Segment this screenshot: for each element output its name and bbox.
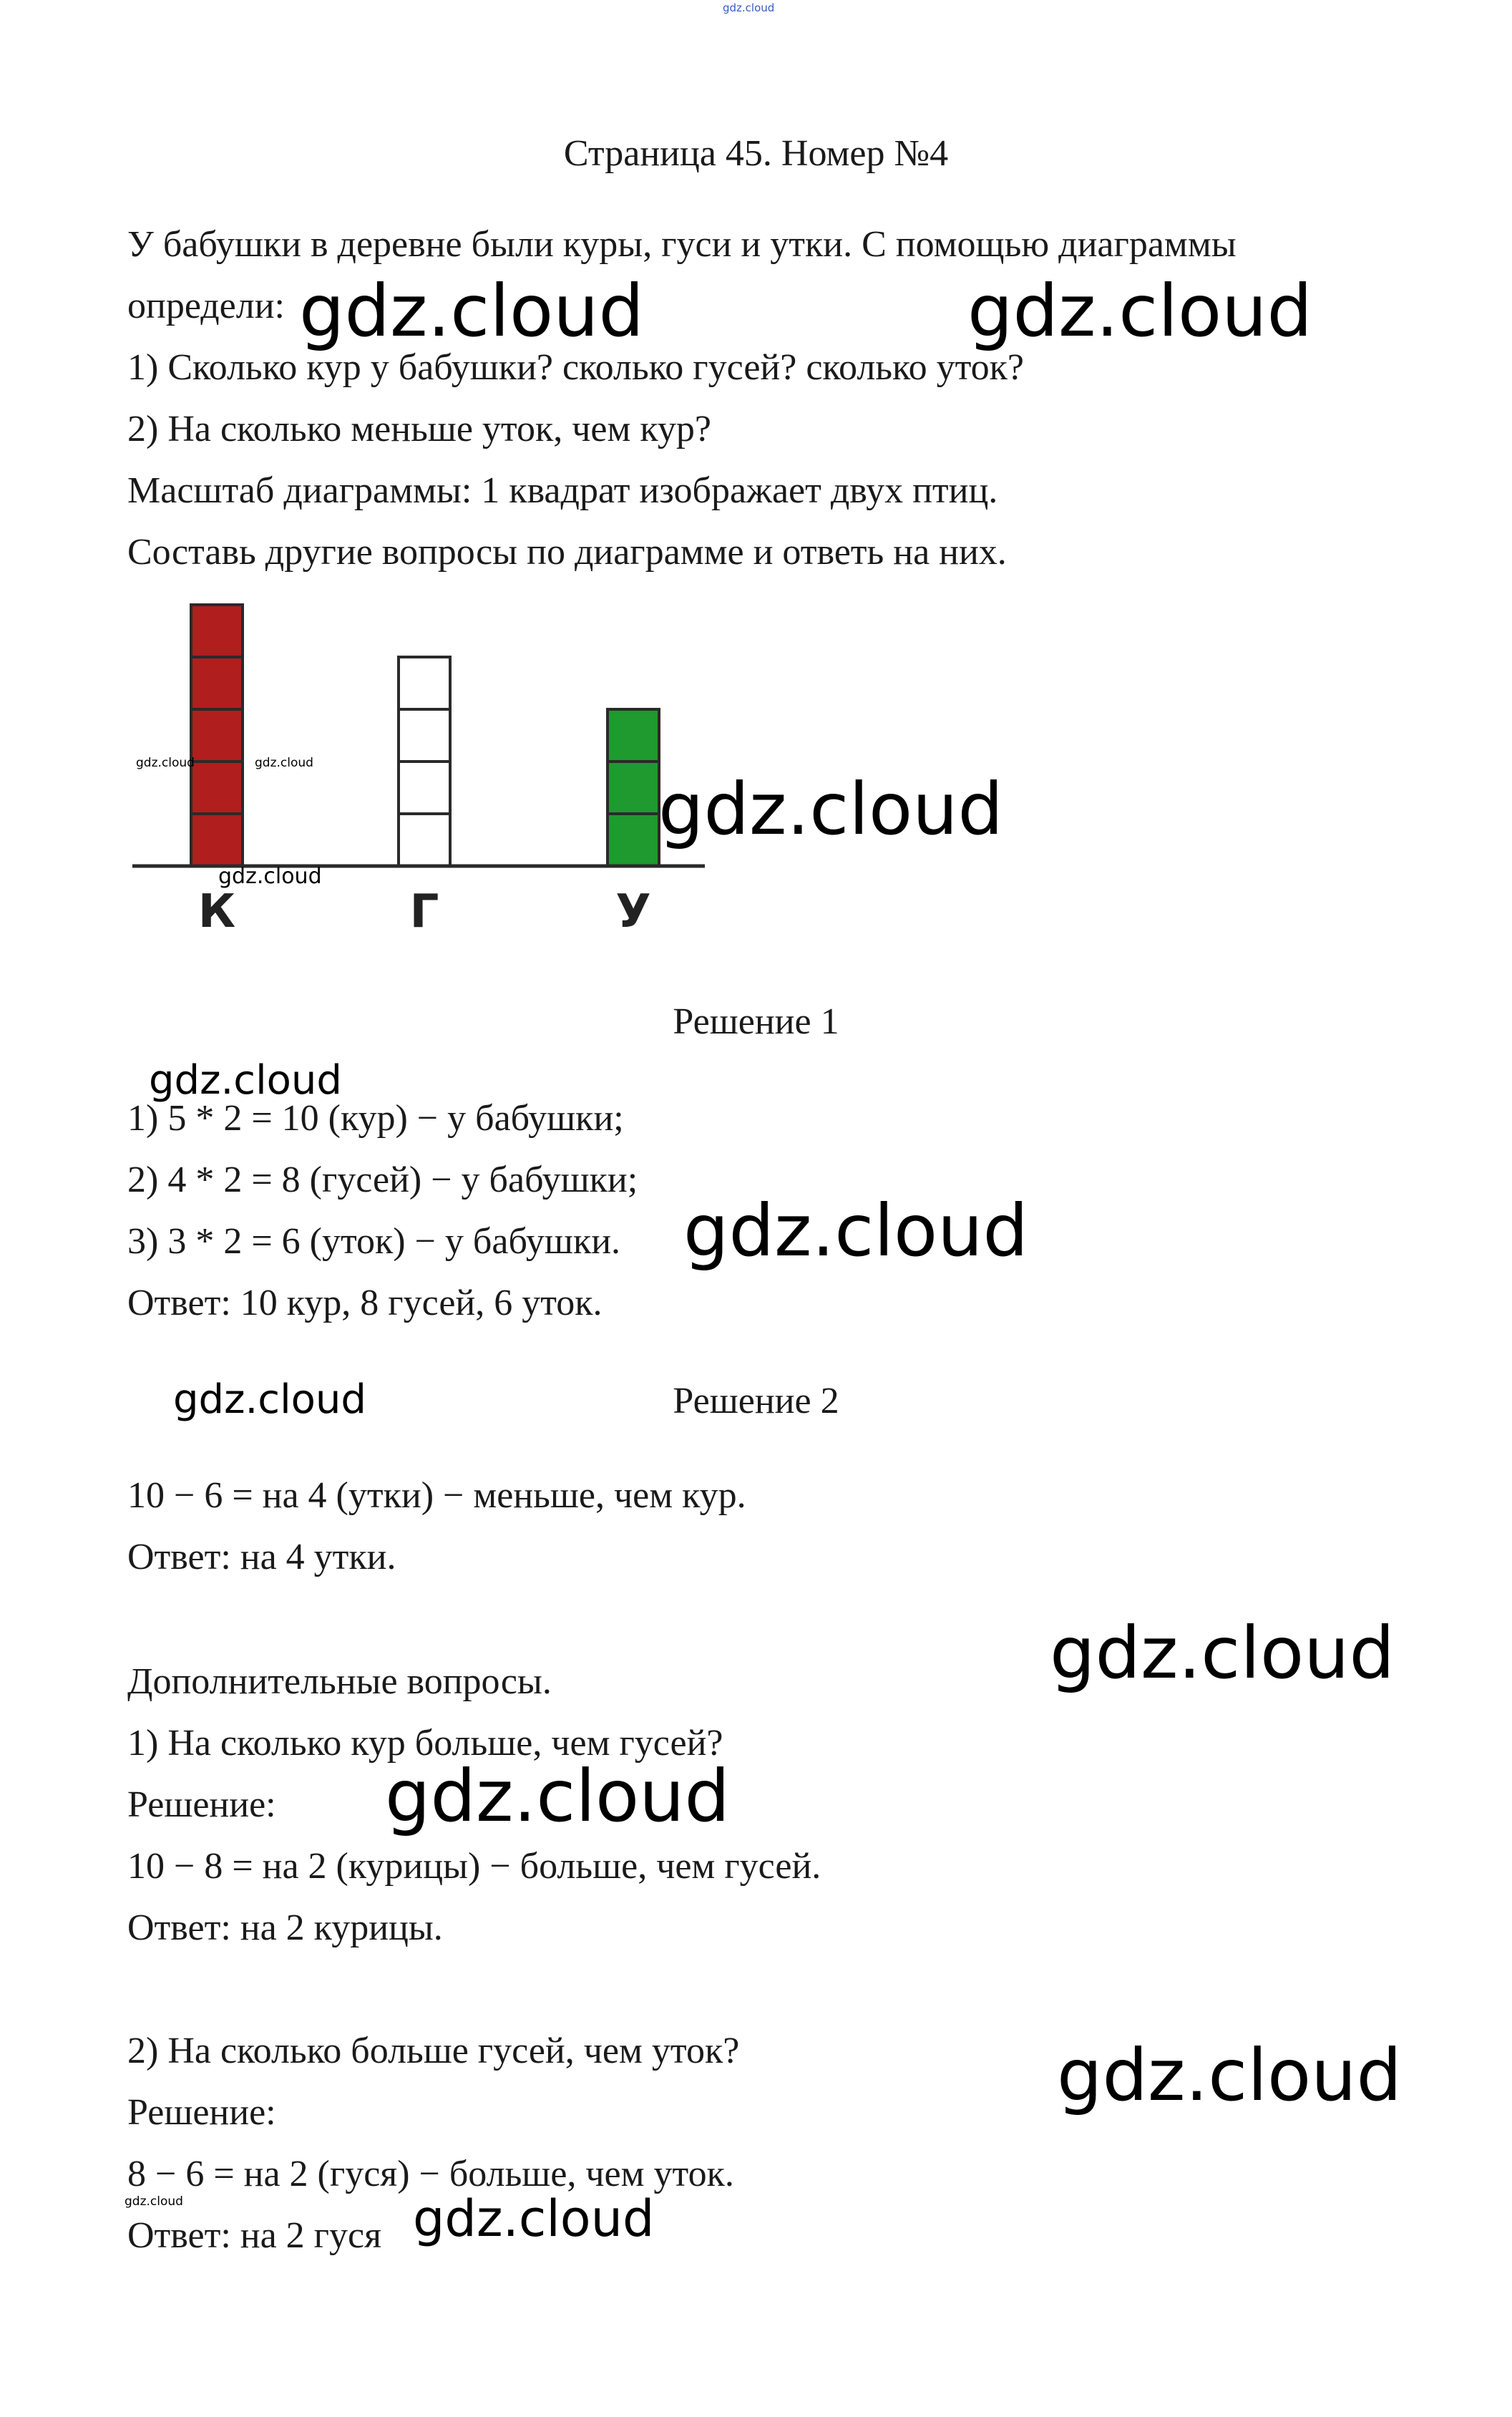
solution-1-title: Решение 1 <box>673 1001 839 1042</box>
watermark-top: gdz.cloud <box>723 1 775 14</box>
watermark: gdz.cloud <box>299 269 645 353</box>
solution-1-line-2: 2) 4 * 2 = 8 (гусей) − у бабушки; <box>127 1159 638 1200</box>
solution-1-line-3: 3) 3 * 2 = 6 (уток) − у бабушки. <box>127 1221 621 1262</box>
x-tick-label: У <box>615 885 651 938</box>
solution-2-title: Решение 2 <box>673 1381 839 1421</box>
task-line-1: У бабушки в деревне были куры, гуси и утки. С помощью диаграммы <box>127 224 1237 265</box>
bar-square <box>191 657 243 709</box>
solution-1-answer: Ответ: 10 кур, 8 гусей, 6 уток. <box>127 1283 603 1323</box>
watermark: gdz.cloud <box>136 756 195 770</box>
additional-q2-solution: 8 − 6 = на 2 (гуся) − больше, чем уток. <box>127 2154 734 2194</box>
bar-square <box>608 762 659 814</box>
bar-square <box>399 762 450 814</box>
additional-title: Дополнительные вопросы. <box>127 1661 552 1702</box>
task-question-2: 2) На сколько меньше уток, чем кур? <box>127 409 711 449</box>
watermark: gdz.cloud <box>967 269 1313 353</box>
watermark: gdz.cloud <box>173 1376 366 1423</box>
additional-q1-solution-label: Решение: <box>127 1784 276 1825</box>
watermark: gdz.cloud <box>385 1754 731 1838</box>
additional-q2-solution-label: Решение: <box>127 2092 276 2133</box>
watermark: gdz.cloud <box>218 864 322 889</box>
bar-chart-svg <box>132 594 719 952</box>
bar-square <box>608 814 659 866</box>
watermark: gdz.cloud <box>1050 1611 1395 1695</box>
solution-2-line-1: 10 − 6 = на 4 (утки) − меньше, чем кур. <box>127 1475 746 1516</box>
task-question-1: 1) Сколько кур у бабушки? сколько гусей? сколько уток? <box>127 347 1025 388</box>
bar-chart <box>132 594 719 952</box>
bar-square <box>191 814 243 866</box>
task-line-2: определи: <box>127 286 285 326</box>
watermark: gdz.cloud <box>683 1189 1029 1273</box>
watermark: gdz.cloud <box>413 2189 655 2248</box>
additional-question-1: 1) На сколько кур больше, чем гусей? <box>127 1723 723 1764</box>
solution-1-line-1: 1) 5 * 2 = 10 (кур) − у бабушки; <box>127 1098 624 1139</box>
task-scale: Масштаб диаграммы: 1 квадрат изображает двух птиц. <box>127 470 998 511</box>
bar-square <box>399 814 450 866</box>
watermark: gdz.cloud <box>255 756 313 770</box>
bar-square <box>191 709 243 762</box>
watermark: gdz.cloud <box>658 767 1004 851</box>
additional-q1-solution: 10 − 8 = на 2 (курицы) − больше, чем гусей. <box>127 1846 821 1887</box>
page-title: Страница 45. Номер №4 <box>563 133 949 174</box>
watermark: gdz.cloud <box>1057 2033 1403 2117</box>
additional-q2-answer: Ответ: на 2 гуся <box>127 2215 382 2256</box>
bar-square <box>191 605 243 657</box>
bar-square <box>608 709 659 762</box>
additional-q1-answer: Ответ: на 2 курицы. <box>127 1907 443 1948</box>
task-extra: Составь другие вопросы по диаграмме и ответь на них. <box>127 532 1007 573</box>
x-tick-label: Г <box>409 885 439 938</box>
x-tick-label: К <box>197 885 236 938</box>
watermark: gdz.cloud <box>125 2194 183 2209</box>
bar-square <box>399 657 450 709</box>
solution-2-answer: Ответ: на 4 утки. <box>127 1537 396 1577</box>
additional-question-2: 2) На сколько больше гусей, чем уток? <box>127 2031 740 2071</box>
bar-square <box>399 709 450 762</box>
bar-square <box>191 762 243 814</box>
watermark: gdz.cloud <box>149 1057 342 1104</box>
